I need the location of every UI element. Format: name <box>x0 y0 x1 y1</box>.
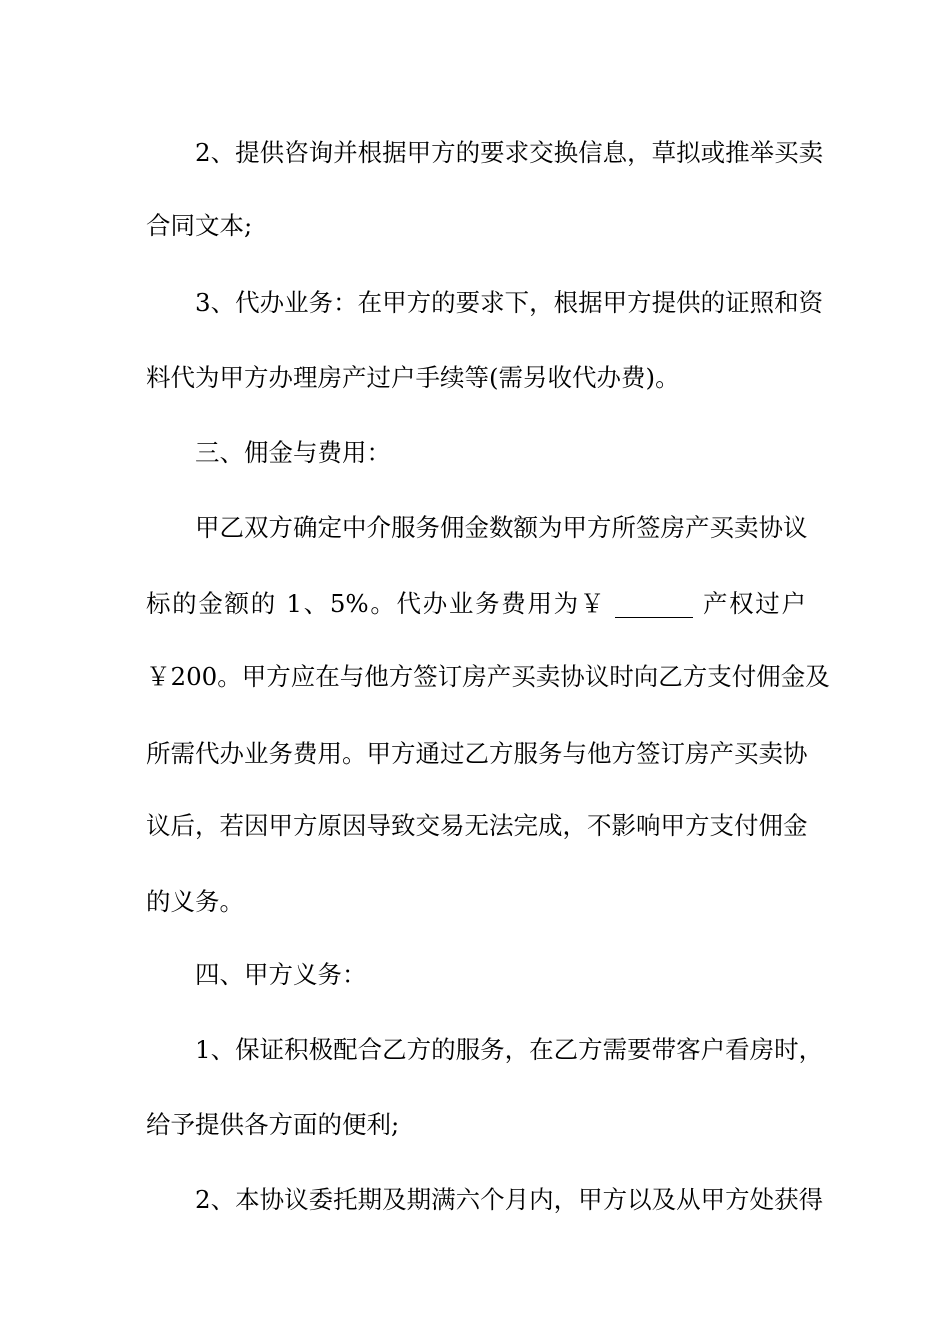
section-3-para-line-1: 甲乙双方确定中介服务佣金数额为甲方所签房产买卖协议 <box>195 513 808 542</box>
clause-4-1-line-2: 给予提供各方面的便利; <box>146 1110 400 1139</box>
section-3-para-line-2 <box>146 584 806 624</box>
fee-text: 标的金额的 1、5%。代办业务费用为￥ <box>146 589 606 618</box>
clause-4-1-line-1: 1、保证积极配合乙方的服务，在乙方需要带客户看房时， <box>195 1035 824 1064</box>
section-3-para-line-5: 议后，若因甲方原因导致交易无法完成，不影响甲方支付佣金 <box>146 811 808 840</box>
transfer-label: 产权过户 <box>702 589 806 618</box>
section-3-para-line-3: ￥200。甲方应在与他方签订房产买卖协议时向乙方支付佣金及 <box>146 662 830 691</box>
clause-2-2-line-2: 合同文本; <box>146 211 253 240</box>
section-3-para-line-6: 的义务。 <box>146 887 244 916</box>
clause-2-2-line-1: 2、提供咨询并根据甲方的要求交换信息，草拟或推举买卖 <box>195 138 824 167</box>
clause-2-3-line-1: 3、代办业务：在甲方的要求下，根据甲方提供的证照和资 <box>195 288 824 317</box>
fee-amount-blank <box>615 591 693 618</box>
section-4-heading: 四、甲方义务： <box>195 960 367 989</box>
section-3-heading: 三、佣金与费用： <box>195 438 391 467</box>
clause-4-2-line-1: 2、本协议委托期及期满六个月内，甲方以及从甲方处获得 <box>195 1185 824 1214</box>
section-3-para-line-4: 所需代办业务费用。甲方通过乙方服务与他方签订房产买卖协 <box>146 739 808 768</box>
clause-2-3-line-2: 料代为甲方办理房产过户手续等(需另收代办费)。 <box>146 363 680 392</box>
